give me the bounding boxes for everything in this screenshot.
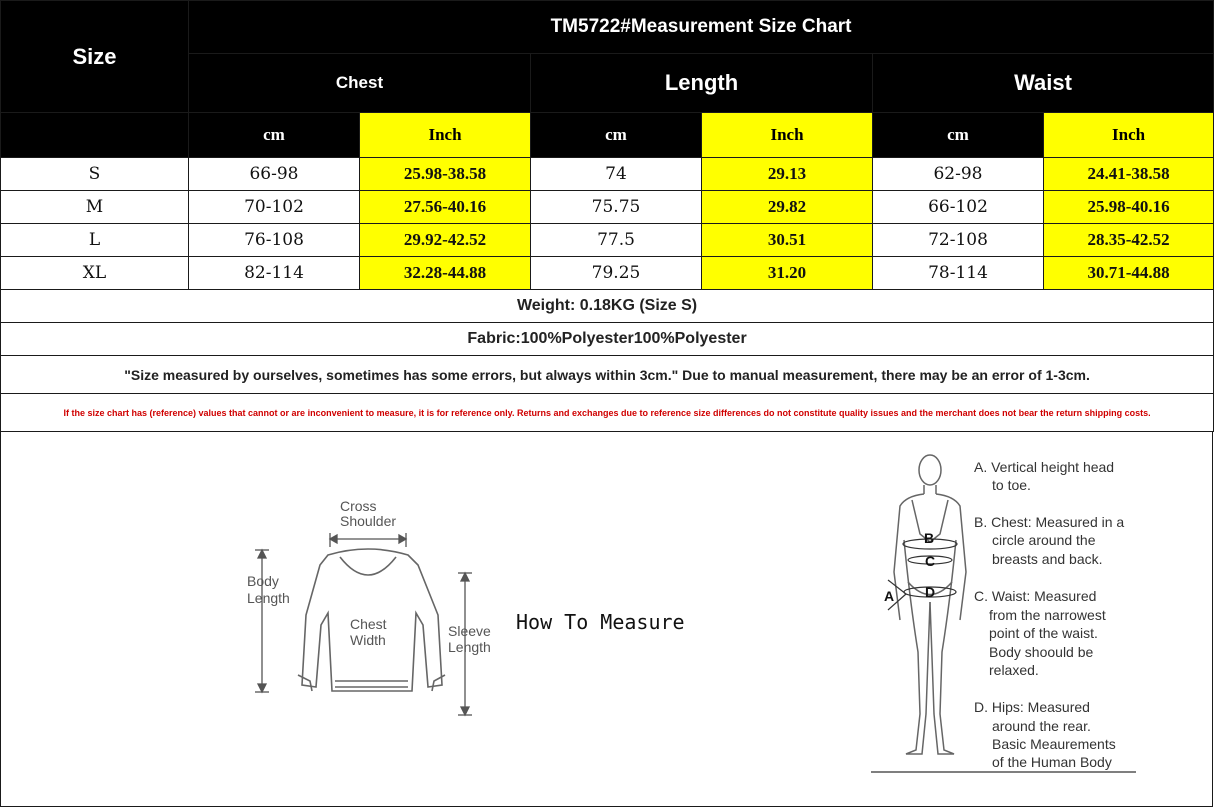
waist-inch-cell: 24.41-38.58 bbox=[1044, 158, 1214, 191]
waist-inch-cell: 28.35-42.52 bbox=[1044, 224, 1214, 257]
size-header: Size bbox=[1, 1, 189, 113]
cross-shoulder-label-line1: Cross bbox=[340, 498, 377, 514]
size-cell: S bbox=[1, 158, 189, 191]
chart-title: TM5722#Measurement Size Chart bbox=[189, 1, 1214, 54]
table-row bbox=[1, 224, 1214, 257]
length-cm-cell: 74 bbox=[531, 158, 702, 191]
length-header: Length bbox=[531, 54, 873, 113]
cross-shoulder-label-line2: Shoulder bbox=[340, 513, 397, 529]
how-to-measure-title: How To Measure bbox=[516, 610, 685, 634]
chest-width-label-line1: Chest bbox=[350, 616, 387, 632]
waist-cm-cell: 72-108 bbox=[873, 224, 1044, 257]
body-note-c-line3: point of the waist. bbox=[989, 625, 1098, 641]
body-note-a-line2: to toe. bbox=[992, 477, 1031, 493]
chest-cm-cell: 70-102 bbox=[189, 191, 360, 224]
length-inch-cell: 29.13 bbox=[702, 158, 873, 191]
waist-inch-cell: 30.71-44.88 bbox=[1044, 257, 1214, 290]
length-inch-header: Inch bbox=[702, 113, 873, 158]
size-cell: M bbox=[1, 191, 189, 224]
body-note-c-line4: Body shoould be bbox=[989, 644, 1094, 660]
chest-cm-header: cm bbox=[189, 113, 360, 158]
length-cm-header: cm bbox=[531, 113, 702, 158]
body-note-b-line2: circle around the bbox=[992, 532, 1096, 548]
chest-header: Chest bbox=[189, 54, 531, 113]
length-cm-cell: 79.25 bbox=[531, 257, 702, 290]
disclaimer-note: "Size measured by ourselves, sometimes has some errors, but always within 3cm." Due to manual measurement, there may be an error of 1-3cm. bbox=[1, 356, 1214, 394]
length-cm-cell: 77.5 bbox=[531, 224, 702, 257]
body-length-label-line2: Length bbox=[247, 590, 290, 606]
sleeve-length-label-line2: Length bbox=[448, 639, 491, 655]
sleeve-length-label-line1: Sleeve bbox=[448, 623, 491, 639]
size-cell: XL bbox=[1, 257, 189, 290]
chest-inch-cell: 29.92-42.52 bbox=[360, 224, 531, 257]
body-note-c-line2: from the narrowest bbox=[989, 607, 1106, 623]
size-cell: L bbox=[1, 224, 189, 257]
waist-inch-header: Inch bbox=[1044, 113, 1214, 158]
body-note-b-line1: B. Chest: Measured in a bbox=[974, 514, 1125, 530]
body-note-b-line3: breasts and back. bbox=[992, 551, 1103, 567]
sweater-measure-diagram bbox=[240, 495, 510, 725]
letter-d: D bbox=[925, 584, 936, 600]
table-row bbox=[1, 257, 1214, 290]
chest-inch-cell: 27.56-40.16 bbox=[360, 191, 531, 224]
chest-inch-cell: 32.28-44.88 bbox=[360, 257, 531, 290]
chest-width-label-line2: Width bbox=[350, 632, 386, 648]
letter-b: B bbox=[924, 530, 935, 546]
body-note-d-line1: D. Hips: Measured bbox=[974, 699, 1090, 715]
letter-a: A bbox=[884, 588, 895, 604]
letter-c: C bbox=[925, 553, 936, 569]
chest-inch-cell: 25.98-38.58 bbox=[360, 158, 531, 191]
size-header-spacer bbox=[1, 113, 189, 158]
length-cm-cell: 75.75 bbox=[531, 191, 702, 224]
fabric-info: Fabric:100%Polyester100%Polyester bbox=[1, 323, 1214, 356]
chest-inch-header: Inch bbox=[360, 113, 531, 158]
waist-inch-cell: 25.98-40.16 bbox=[1044, 191, 1214, 224]
body-note-d-line3: Basic Meaurements bbox=[992, 736, 1116, 752]
chest-cm-cell: 82-114 bbox=[189, 257, 360, 290]
table-row bbox=[1, 158, 1214, 191]
waist-cm-cell: 78-114 bbox=[873, 257, 1044, 290]
body-note-c-line5: relaxed. bbox=[989, 662, 1039, 678]
length-inch-cell: 31.20 bbox=[702, 257, 873, 290]
weight-info: Weight: 0.18KG (Size S) bbox=[1, 290, 1214, 323]
waist-header: Waist bbox=[873, 54, 1214, 113]
chest-cm-cell: 76-108 bbox=[189, 224, 360, 257]
length-inch-cell: 29.82 bbox=[702, 191, 873, 224]
chest-cm-cell: 66-98 bbox=[189, 158, 360, 191]
body-note-d-line2: around the rear. bbox=[992, 718, 1091, 734]
waist-cm-header: cm bbox=[873, 113, 1044, 158]
table-row bbox=[1, 191, 1214, 224]
body-note-d-line4: of the Human Body bbox=[992, 754, 1112, 770]
body-note-c-line1: C. Waist: Measured bbox=[974, 588, 1097, 604]
length-inch-cell: 30.51 bbox=[702, 224, 873, 257]
body-measure-diagram bbox=[868, 452, 1168, 777]
body-length-label-line1: Body bbox=[247, 573, 279, 589]
waist-cm-cell: 66-102 bbox=[873, 191, 1044, 224]
return-policy-warning: If the size chart has (reference) values that cannot or are inconvenient to measure, it is for reference only. Returns and exchanges due to reference size differences do not constitute quality issues and the merchant does not bear the return shipping costs. bbox=[1, 394, 1214, 432]
waist-cm-cell: 62-98 bbox=[873, 158, 1044, 191]
body-note-a-line1: A. Vertical height head bbox=[974, 459, 1115, 475]
